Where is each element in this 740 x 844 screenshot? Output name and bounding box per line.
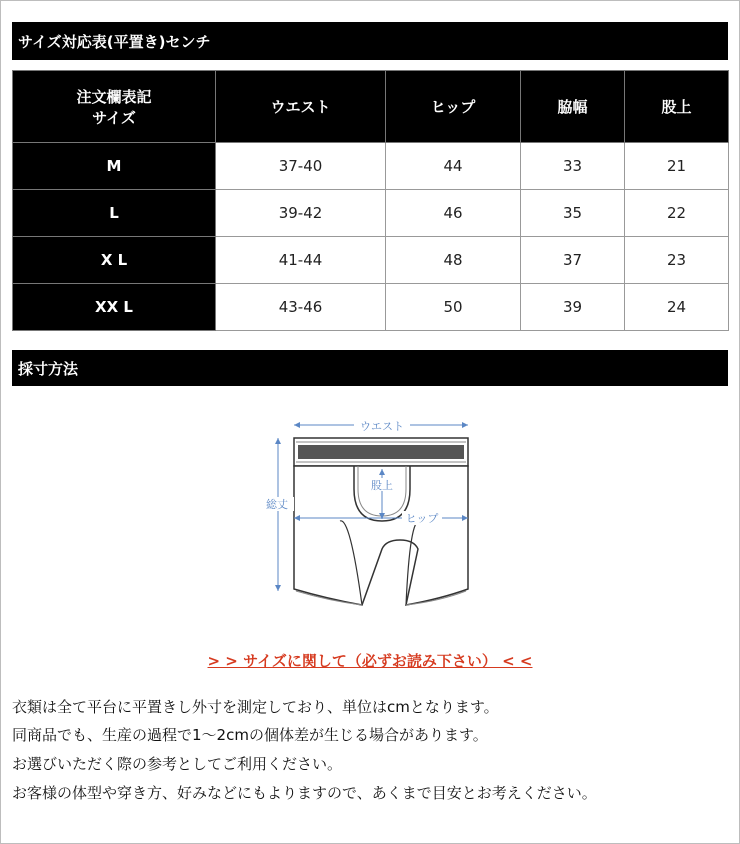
hip-label: ヒップ xyxy=(405,512,439,525)
size-label: X L xyxy=(13,237,216,284)
table-row xyxy=(13,237,729,284)
table-cell: 41-44 xyxy=(216,237,386,284)
measurement-method-title-bar xyxy=(12,350,728,386)
column-header-rise: 股上 xyxy=(625,71,729,143)
note-line-4: お客様の体型や穿き方、好みなどにもよりますので、あくまで目安とお考えください。 xyxy=(12,784,597,802)
column-header-waist: ウエスト xyxy=(216,71,386,143)
rise-label: 股上 xyxy=(371,479,393,492)
measurement-method-title: 採寸方法 xyxy=(18,359,79,378)
size-table xyxy=(12,70,729,331)
size-notice-link[interactable] xyxy=(0,650,740,671)
table-row xyxy=(13,190,729,237)
note-line-3: お選びいただく際の参考としてご利用ください。 xyxy=(12,755,343,773)
waist-arrow-head-left xyxy=(294,422,300,428)
table-cell: 21 xyxy=(625,143,729,190)
size-chart-title: サイズ対応表(平置き)センチ xyxy=(18,32,211,51)
size-notice-link-text[interactable]: > > サイズに関して（必ずお読み下さい） < < xyxy=(207,652,533,670)
note-line-1: 衣類は全て平台に平置きし外寸を測定しており、単位はcmとなります。 xyxy=(12,698,499,716)
table-cell: 23 xyxy=(625,237,729,284)
table-cell: 24 xyxy=(625,284,729,331)
table-cell: 39-42 xyxy=(216,190,386,237)
table-cell: 43-46 xyxy=(216,284,386,331)
corner-header-line2: サイズ xyxy=(92,108,136,127)
table-cell: 33 xyxy=(521,143,625,190)
length-label: 総丈 xyxy=(266,498,288,511)
waist-arrow-head-right xyxy=(462,422,468,428)
length-arrow-head-top xyxy=(275,438,281,444)
table-header-row xyxy=(13,71,729,143)
table-cell: 35 xyxy=(521,190,625,237)
corner-header xyxy=(13,71,216,143)
table-row xyxy=(13,284,729,331)
table-cell: 44 xyxy=(386,143,521,190)
table-cell: 39 xyxy=(521,284,625,331)
table-cell: 48 xyxy=(386,237,521,284)
table-cell: 37-40 xyxy=(216,143,386,190)
table-cell: 50 xyxy=(386,284,521,331)
table-cell: 37 xyxy=(521,237,625,284)
table-cell: 22 xyxy=(625,190,729,237)
waistband-elastic xyxy=(298,445,464,459)
corner-header-line1: 注文欄表記 xyxy=(76,87,152,106)
waist-label: ウエスト xyxy=(360,420,404,433)
column-header-width: 脇幅 xyxy=(521,71,625,143)
note-line-2: 同商品でも、生産の過程で1～2cmの個体差が生じる場合があります。 xyxy=(12,726,488,744)
column-header-hip: ヒップ xyxy=(386,71,521,143)
size-label: M xyxy=(13,143,216,190)
size-chart-title-bar xyxy=(12,22,728,60)
table-row xyxy=(13,143,729,190)
length-arrow-head-bottom xyxy=(275,585,281,591)
boxer-brief-diagram xyxy=(250,405,490,615)
table-cell: 46 xyxy=(386,190,521,237)
size-label: L xyxy=(13,190,216,237)
size-label: XX L xyxy=(13,284,216,331)
